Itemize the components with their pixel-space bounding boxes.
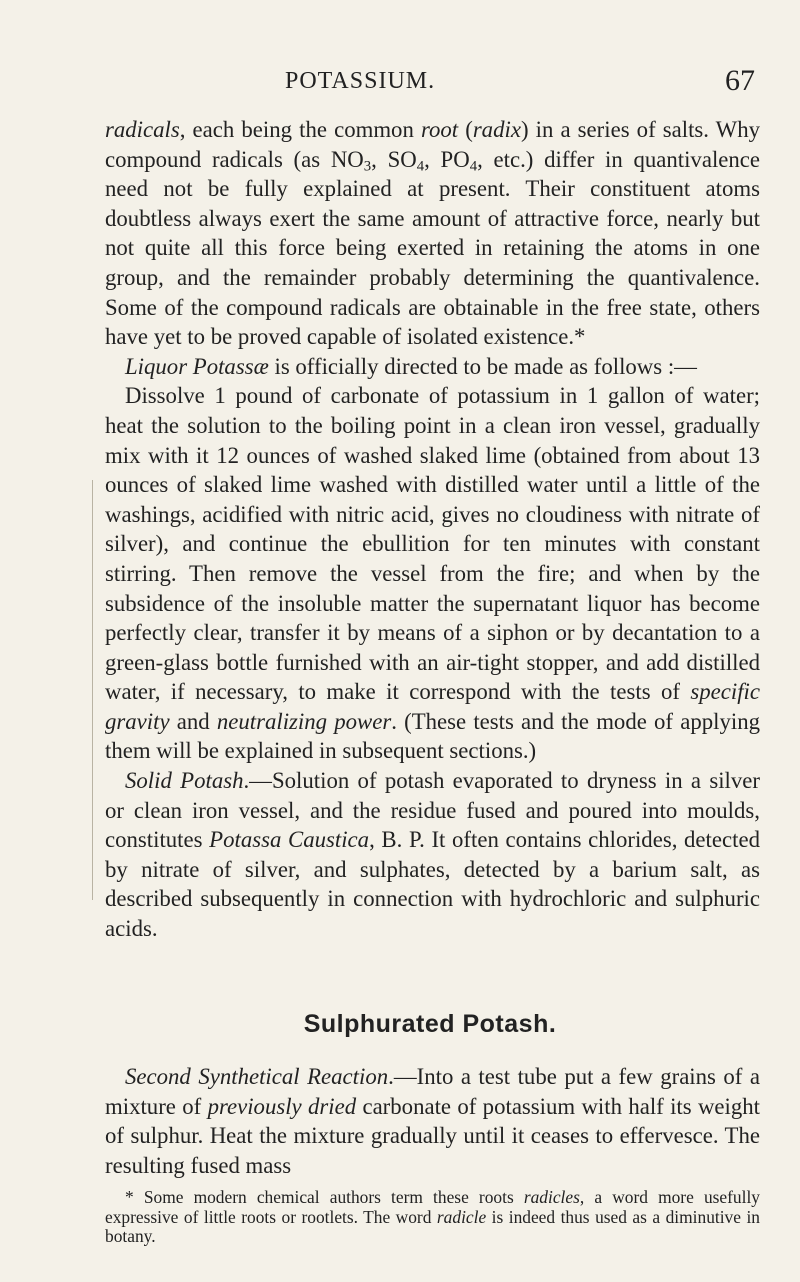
footnote [105,1188,760,1247]
paragraph-radicals: radicals, each being the common root (radix) in a series of salts. Why compound radicals (as $NO_3$, $SO_4$, $PO_4$, etc.) differ in quantivalence need not be fully explained at present. Their constituent atoms doubtless always exert the same amount of attractive force, nearly but not quite all this force being exerted in retaining the atoms in one group, and the remainder probably determining the quantivalence. Some of the compound radicals are obtainable in the free state, others have yet to be proved capable of isolated existence.* [105,117,761,350]
running-title: POTASSIUM. [285,68,436,94]
paragraph-second-reaction: Second Synthetical Reaction.—Into a test tube put a few grains of a mixture of previously dried carbonate of potassium with half its weight of sulphur. Heat the mixture gradually until it ceases to effervesce. The resulting fused mass [105,1064,761,1178]
paragraph-liquor-potassae: Liquor Potassæ is officially directed to be made as follows :— [125,353,697,379]
running-head [105,64,755,106]
page-number: 67 [725,64,755,97]
section-text [105,1062,760,1180]
footnote-text: * Some modern chemical authors term these roots radicles, a word more usefully expressive of little roots or rootlets. The word radicle is indeed thus used as a diminutive in botany. [105,1187,760,1246]
page-edge-shadow [92,480,93,900]
body-text [105,115,760,944]
paragraph-solid-potash: Solid Potash.—Solution of potash evaporated to dryness in a silver or clean iron vessel, and the residue fused and poured into moulds, constitutes Potassa Caustica, B. P. It often contains chlorides, detected by nitrate of silver, and sulphates, detected by a barium salt, as described subsequently in connection with hydrochloric and sulphuric acids. [105,768,760,942]
section-heading: Sulphurated Potash. [303,1010,557,1038]
paragraph-procedure: Dissolve 1 pound of carbonate of potassium in 1 gallon of water; heat the solution to the boiling point in a clean iron vessel, gradually mix with it 12 ounces of washed slaked lime (obtained from about 13 ounces of slaked lime washed with distilled water until a little of the washings, acidified with nitric acid, gives no cloudiness with nitrate of silver), and continue the ebullition for ten minutes with constant stirring. Then remove the vessel from the fire; and when by the subsidence of the insoluble matter the supernatant liquor has become perfectly clear, transfer it by means of a siphon or by decantation to a green-glass bottle furnished with an air-tight stopper, and add distilled water, if necessary, to make it correspond with the tests of specific gravity and neutralizing power. (These tests and the mode of applying them will be explained in subsequent sections.) [105,383,760,764]
